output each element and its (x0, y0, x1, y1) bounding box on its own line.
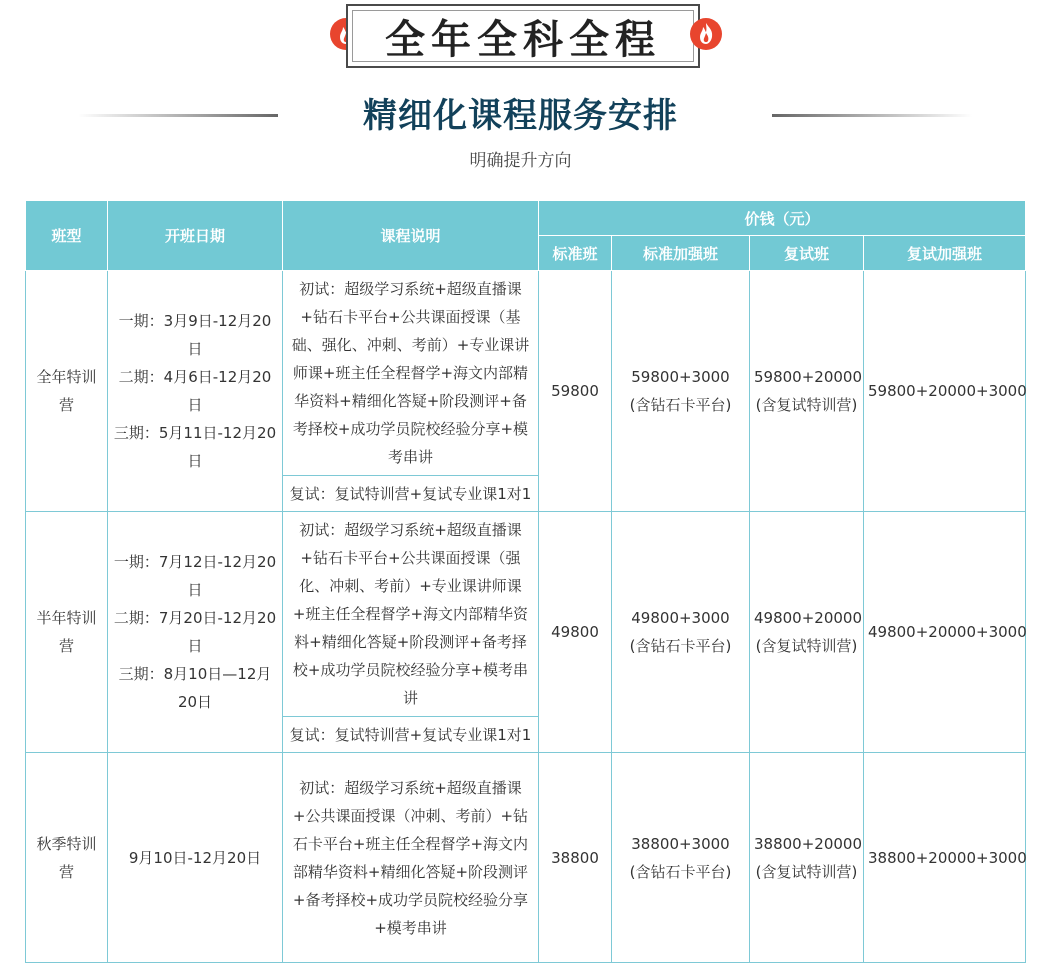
section-subtitle: 明确提升方向 (469, 151, 572, 171)
start-date-cell (108, 271, 283, 512)
price-note: (含钻石卡平台) (629, 637, 732, 655)
class-type-cell: 秋季特训营 (26, 753, 108, 963)
price-line: 59800+20000 (754, 368, 863, 386)
price-line: 49800+3000 (631, 609, 730, 627)
decorative-line-right (772, 114, 972, 117)
course-price-table (25, 200, 1026, 963)
retest-price-cell (750, 271, 864, 512)
standard-price-cell: 49800 (539, 512, 612, 753)
table-row (26, 753, 1026, 963)
price-note: (含复试特训营) (755, 396, 858, 414)
retest-description: 复试：复试特训营+复试专业课1对1 (283, 717, 539, 753)
header-retest: 复试班 (750, 236, 864, 271)
header-retest-plus: 复试加强班 (864, 236, 1026, 271)
date-line: 三期：8月10日—12月20日 (118, 665, 272, 711)
standard-price-cell: 59800 (539, 271, 612, 512)
flame-icon (690, 18, 722, 50)
price-line: 38800+3000 (631, 834, 730, 853)
price-note: (含复试特训营) (755, 862, 858, 881)
header-description: 课程说明 (283, 201, 539, 271)
banner-frame (346, 4, 700, 68)
date-line: 一期：7月12日-12月20日 (113, 553, 277, 599)
table-row (26, 271, 1026, 476)
date-line: 9月10日-12月20日 (128, 848, 262, 867)
header-class-type: 班型 (26, 201, 108, 271)
table-row (26, 512, 1026, 717)
price-note: (含复试特训营) (755, 637, 858, 655)
start-date-cell (108, 753, 283, 963)
initial-exam-description: 初试：超级学习系统+超级直播课+钻石卡平台+公共课面授课（强化、冲刺、考前）+专业课讲师课+班主任全程督学+海文内部精华资料+精细化答疑+阶段测评+备考择校+成功学员院校经验分享+模考串讲 (283, 512, 539, 717)
retest-plus-price-cell: 49800+20000+3000 (864, 512, 1026, 753)
date-line: 一期：3月9日-12月20日 (118, 312, 272, 358)
class-type-cell: 半年特训营 (26, 512, 108, 753)
price-line: 38800+20000 (754, 834, 863, 853)
start-date-cell (108, 512, 283, 753)
price-line: 49800+20000 (754, 609, 863, 627)
initial-exam-description: 初试：超级学习系统+超级直播课+公共课面授课（冲刺、考前）+钻石卡平台+班主任全程督学+海文内部精华资料+精细化答疑+阶段测评+备考择校+成功学员院校经验分享+模考串讲 (283, 753, 539, 963)
retest-plus-price-cell: 59800+20000+3000 (864, 271, 1026, 512)
banner-title: 全年全科全程 (385, 15, 661, 63)
standard-plus-price-cell (612, 512, 750, 753)
price-line: 59800+3000 (631, 368, 730, 386)
header-price-group: 价钱（元） (539, 201, 1026, 236)
class-type-cell: 全年特训营 (26, 271, 108, 512)
date-line: 三期：5月11日-12月20日 (113, 424, 277, 470)
date-line: 二期：4月6日-12月20日 (118, 368, 272, 414)
header-standard-plus: 标准加强班 (612, 236, 750, 271)
date-line: 二期：7月20日-12月20日 (113, 609, 277, 655)
header-banner (330, 4, 722, 72)
standard-plus-price-cell (612, 753, 750, 963)
price-note: (含钻石卡平台) (629, 862, 732, 881)
standard-plus-price-cell (612, 271, 750, 512)
price-note: (含钻石卡平台) (629, 396, 732, 414)
retest-price-cell (750, 753, 864, 963)
retest-price-cell (750, 512, 864, 753)
header-standard: 标准班 (539, 236, 612, 271)
retest-description: 复试：复试特训营+复试专业课1对1 (283, 476, 539, 512)
standard-price-cell: 38800 (539, 753, 612, 963)
initial-exam-description: 初试：超级学习系统+超级直播课+钻石卡平台+公共课面授课（基础、强化、冲刺、考前）+专业课讲师课+班主任全程督学+海文内部精华资料+精细化答疑+阶段测评+备考择校+成功学员院校经验分享+模考串讲 (283, 271, 539, 476)
retest-plus-price-cell: 38800+20000+3000 (864, 753, 1026, 963)
header-start-date: 开班日期 (108, 201, 283, 271)
section-title: 精细化课程服务安排 (363, 96, 678, 136)
